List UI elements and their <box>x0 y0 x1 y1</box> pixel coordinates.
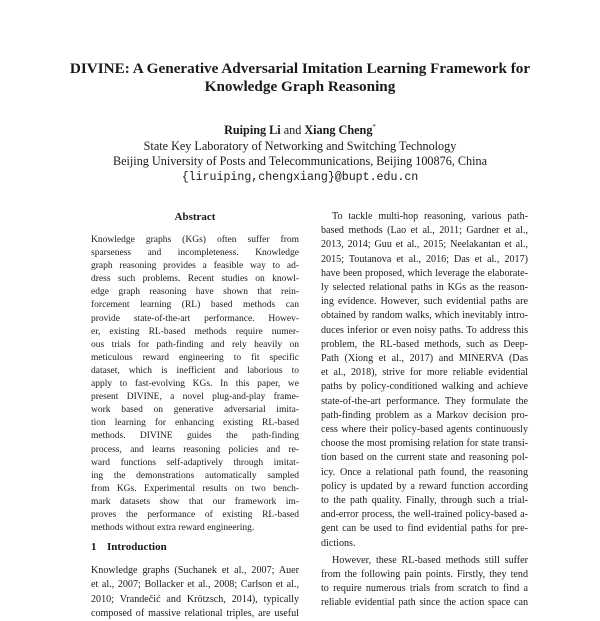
abstract-line: forcement learning (RL) based methods can <box>91 300 299 311</box>
body-line: have been proposed, which leverage the elaborate- <box>321 267 528 279</box>
body-line: problem, the RL-based methods, such as Deep- <box>321 338 528 350</box>
body-line: cess where their policy-based agents continuously <box>321 424 528 436</box>
section-title: Introduction <box>107 541 167 554</box>
abstract-line: ous trials for path-finding and rely heavily on <box>91 339 299 350</box>
body-line: et al., 2018), strive for more reliable evidential <box>321 367 528 379</box>
abstract-line: methods without extra reward engineering. <box>91 523 255 534</box>
corresponding-author-mark: * <box>372 123 376 131</box>
body-line: ing evidence. However, such evidential paths are <box>321 296 528 308</box>
body-line: icy. Once a relational path found, the reasoning <box>321 466 528 478</box>
author-block <box>40 120 560 185</box>
abstract-line: dataset, which is inefficient and laborious to <box>91 365 299 376</box>
section-number: 1 <box>91 541 97 554</box>
body-line: Knowledge graphs (Suchanek et al., 2007; Auer <box>91 565 299 577</box>
left-column <box>91 210 299 621</box>
abstract-line: provide state-of-the-art performance. Howev- <box>91 313 299 324</box>
abstract-line: from KGs. Experimental results on two bench- <box>91 483 299 494</box>
abstract-line: ward functions self-adaptively through imitat- <box>91 457 299 468</box>
body-line: to require numerous trials from scratch to find a <box>321 583 528 595</box>
body-line: ly selected relational paths in KGs as the reason- <box>321 282 528 294</box>
paper-title-line: DIVINE: A Generative Adversarial Imitation Learning Framework for <box>69 60 531 77</box>
body-line: 2010; Vrandečić and Krötzsch, 2014), typically <box>91 593 299 605</box>
body-line: path-finding problem as a Markov decision pro- <box>321 409 528 421</box>
affiliation-line: State Key Laboratory of Networking and Switching Technology <box>143 138 457 153</box>
section-heading-introduction <box>91 540 299 554</box>
body-paragraph <box>321 210 528 551</box>
body-line: 2013, 2014; Guu et al., 2015; Neelakantan et al., <box>321 239 528 251</box>
abstract-line: ing the demonstrations automatically sampled <box>91 470 299 481</box>
body-line: state-of-the-art performance. They formulate the <box>321 395 528 407</box>
abstract-line: Knowledge graphs (KGs) often suffer from <box>91 235 299 245</box>
body-line: policy is updated by a reward function according <box>321 480 528 492</box>
abstract-line: tion learning for enhancing existing RL-based <box>91 418 299 429</box>
body-line: composed of massive relational triples, are useful <box>91 607 299 619</box>
abstract-line: mark datasets show that our framework im- <box>91 496 299 507</box>
body-line: To tackle multi-hop reasoning, various path- <box>332 211 528 222</box>
body-line: tion based on the current state and reasoning pol- <box>321 452 528 464</box>
body-line: dictions. <box>321 537 356 549</box>
body-line: and-error process, the well-trained policy-based a- <box>321 509 528 521</box>
affiliation-line: Beijing University of Posts and Telecommunications, Beijing 100876, China <box>113 154 487 168</box>
abstract-heading: Abstract <box>174 211 216 223</box>
body-line: reliable evidential path since the action space can <box>321 597 528 609</box>
author-name: Xiang Cheng <box>304 123 373 137</box>
author-names <box>40 120 560 139</box>
abstract-line: dress such problems. Recent studies on knowl- <box>91 274 299 285</box>
author-conjunction: and <box>283 123 302 137</box>
paper-title <box>40 60 560 96</box>
author-name: Ruiping Li <box>224 123 281 137</box>
introduction-paragraph <box>91 564 299 621</box>
body-line: obtained by random walks, which inevitably intro- <box>321 310 528 322</box>
abstract-line: sparseness and incompleteness. Knowledge <box>91 248 299 259</box>
abstract-line: present DIVINE, a novel plug-and-play frame- <box>91 392 299 403</box>
paper-title-line: Knowledge Graph Reasoning <box>204 78 396 95</box>
author-email: {liruiping,chengxiang}@bupt.edu.cn <box>181 170 419 184</box>
abstract-line: proves the performance of existing RL-based <box>91 509 299 520</box>
body-line: to the path quality. Finally, through such a trial- <box>321 495 528 507</box>
body-line: et al., 2007; Bollacker et al., 2008; Carlson et al., <box>91 579 299 591</box>
body-paragraph <box>321 554 528 611</box>
abstract-line: methods. DIVINE guides the path-finding <box>91 431 299 442</box>
abstract-line: process, and learns reasoning policies and re- <box>91 444 299 455</box>
body-line: Path (Xiong et al., 2017) and MINERVA (Das <box>321 353 528 365</box>
abstract-line: work based on generative adversarial imita- <box>91 405 299 416</box>
body-line: gent can be used to find evidential paths for pre- <box>321 523 528 535</box>
abstract-line: er, existing RL-based methods require numer- <box>91 326 299 337</box>
body-line: However, these RL-based methods still suffer <box>332 554 528 566</box>
body-line: 2015; Toutanova et al., 2016; Das et al., 2017) <box>321 253 528 265</box>
body-line: from the following pain points. Firstly, they tend <box>321 569 528 581</box>
body-line: duces inferior or even noisy paths. To address this <box>321 324 528 336</box>
body-line: based methods (Lao et al., 2011; Gardner et al., <box>321 225 528 237</box>
abstract-line: edge graph reasoning have shown that rein- <box>91 287 299 298</box>
abstract-text <box>91 234 299 535</box>
abstract-line: graph reasoning provides a feasible way to ad- <box>91 261 299 272</box>
body-line: choose the most promising relation for state transi- <box>321 438 528 450</box>
abstract-line: meticulous reward engineering to fit specific <box>91 352 299 363</box>
right-column <box>321 210 528 611</box>
abstract-line: apply to fast-evolving KGs. In this paper, we <box>91 379 299 390</box>
body-line: paths by policy-conditioned walking and achieve <box>321 381 528 393</box>
